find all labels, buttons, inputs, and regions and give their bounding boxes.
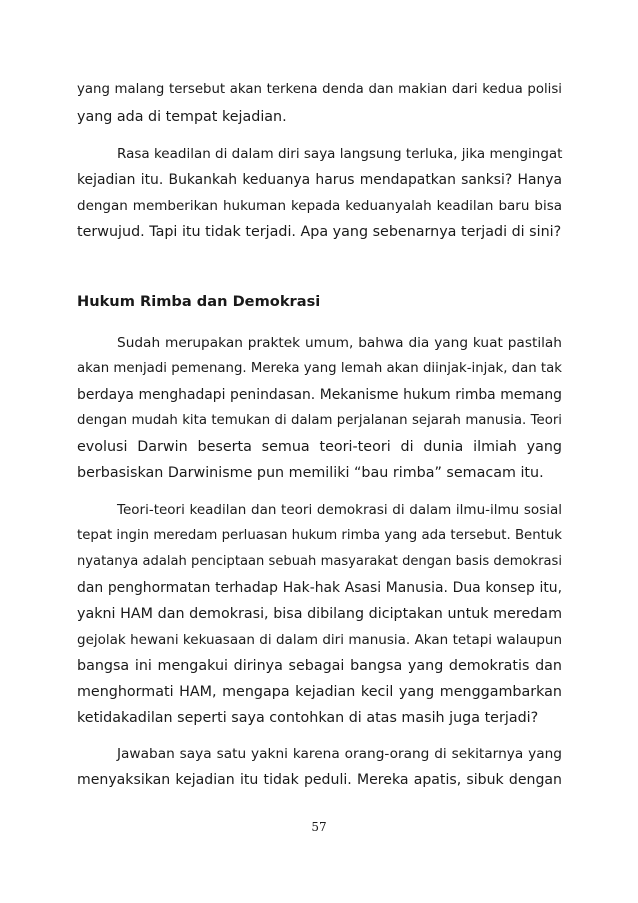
text-line: Sudah merupakan praktek umum, bahwa dia yang kuat pastilah	[117, 335, 562, 351]
section-heading: Hukum Rimba dan Demokrasi	[77, 293, 321, 310]
text-line: akan menjadi pemenang. Mereka yang lemah akan diinjak-injak, dan tak	[77, 361, 562, 376]
text-line: berbasiskan Darwinisme pun memiliki “bau rimba” semacam itu.	[77, 465, 544, 481]
text-line: gejolak hewani kekuasaan di dalam diri manusia. Akan tetapi walaupun	[77, 632, 562, 648]
text-line: menghormati HAM, mengapa kejadian kecil yang menggambarkan	[77, 684, 562, 700]
page-number: 57	[311, 820, 327, 834]
text-line: nyatanya adalah penciptaan sebuah masyarakat dengan basis demokrasi	[77, 554, 562, 569]
text-line: ketidakadilan seperti saya contohkan di atas masih juga terjadi?	[77, 710, 539, 726]
text-line: yakni HAM dan demokrasi, bisa dibilang diciptakan untuk meredam	[77, 606, 562, 622]
text-line: berdaya menghadapi penindasan. Mekanisme hukum rimba memang	[77, 387, 562, 403]
text-line: Jawaban saya satu yakni karena orang-orang di sekitarnya yang	[117, 746, 562, 762]
text-line: dengan mudah kita temukan di dalam perjalanan sejarah manusia. Teori	[77, 413, 562, 428]
text-line: terwujud. Tapi itu tidak terjadi. Apa yang sebenarnya terjadi di sini?	[77, 224, 562, 240]
text-line: dan penghormatan terhadap Hak-hak Asasi Manusia. Dua konsep itu,	[77, 580, 562, 596]
text-line: menyaksikan kejadian itu tidak peduli. Mereka apatis, sibuk dengan	[77, 772, 562, 788]
text-line: kejadian itu. Bukankah keduanya harus mendapatkan sanksi? Hanya	[77, 172, 562, 188]
text-line: evolusi Darwin beserta semua teori-teori di dunia ilmiah yang	[77, 439, 562, 455]
text-line: yang ada di tempat kejadian.	[77, 109, 287, 125]
text-line: tepat ingin meredam perluasan hukum rimba yang ada tersebut. Bentuk	[77, 528, 563, 543]
text-line: bangsa ini mengakui dirinya sebagai bangsa yang demokratis dan	[77, 658, 562, 674]
text-line: dengan memberikan hukuman kepada keduanyalah keadilan baru bisa	[77, 198, 562, 214]
text-line: yang malang tersebut akan terkena denda dan makian dari kedua polisi	[77, 82, 562, 97]
text-line: Rasa keadilan di dalam diri saya langsung terluka, jika mengingat	[117, 146, 563, 162]
text-line: Teori-teori keadilan dan teori demokrasi di dalam ilmu-ilmu sosial	[117, 502, 562, 518]
